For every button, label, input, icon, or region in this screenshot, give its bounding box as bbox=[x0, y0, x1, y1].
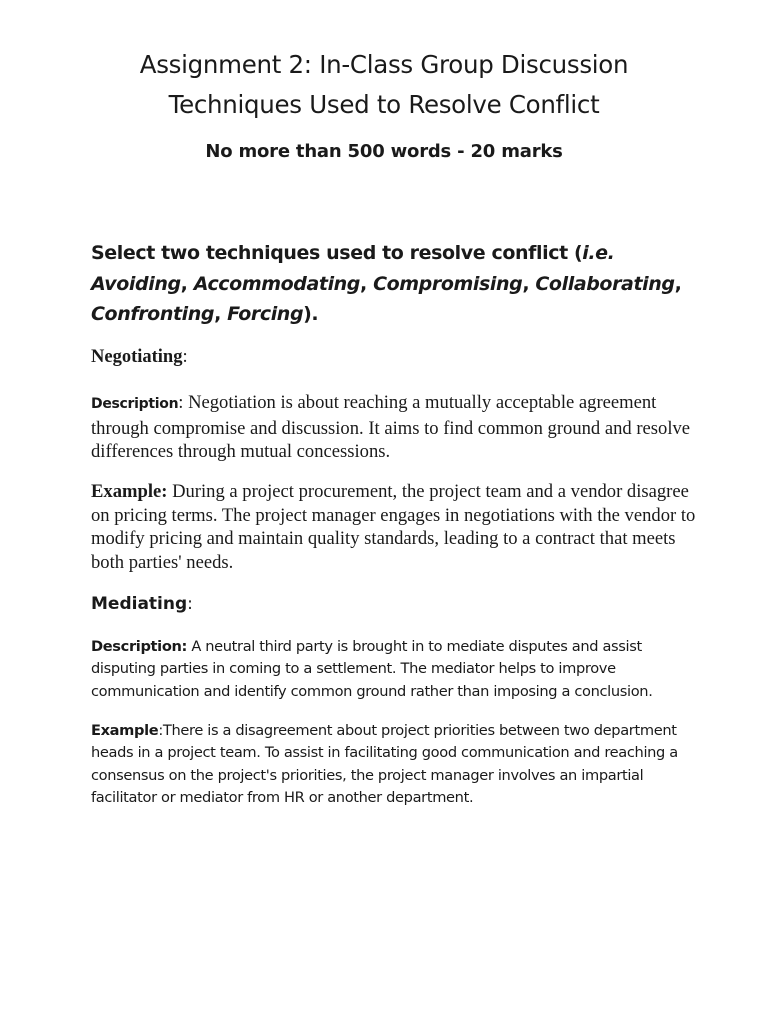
page-subtitle: No more than 500 words - 20 marks bbox=[205, 141, 563, 162]
heading-colon: : bbox=[182, 347, 188, 367]
task-suffix: ). bbox=[303, 303, 319, 325]
description-text: A neutral third party is brought in to mediate disputes and assist disputing parties in coming to a settlement. The mediator helps to improve communication and identify common ground rather than imposing a conclusion. bbox=[91, 638, 653, 700]
technique-accommodating: Accommodating bbox=[193, 272, 361, 295]
description-text: : Negotiation is about reaching a mutually acceptable agreement through compromise and discussion. It aims to find common ground and resolve differences through mutual concessions. bbox=[91, 392, 691, 463]
example-text: :There is a disagreement about project priorities between two department heads in a project team. To assist in facilitating good communication and reaching a consensus on the project's priorities, the project manager involves an impartial facilitator or mediator from HR or another department. bbox=[91, 722, 678, 807]
example-label: Example: bbox=[91, 481, 168, 502]
task-separator: , bbox=[674, 272, 682, 295]
task-ie: i.e. Avoiding bbox=[91, 242, 615, 295]
page-title-line1: Assignment 2: In-Class Group Discussion bbox=[139, 50, 629, 79]
technique-collaborating: Collaborating bbox=[535, 272, 675, 295]
negotiating-heading-text: Negotiating bbox=[91, 347, 183, 367]
technique-forcing: Forcing bbox=[227, 303, 304, 325]
task-separator: , bbox=[214, 303, 228, 325]
section-heading-mediating bbox=[91, 594, 193, 614]
example-text: During a project procurement, the project team and a vendor disagree on pricing terms. The project manager engages in negotiations with the vendor to modify pricing and maintain quality standards, leading to a contract that meets both parties' needs. bbox=[91, 481, 696, 573]
description-label: Description: bbox=[91, 638, 188, 655]
section-heading-negotiating bbox=[91, 347, 188, 368]
mediating-example bbox=[91, 720, 691, 810]
heading-colon: : bbox=[187, 594, 193, 614]
task-instruction bbox=[91, 238, 691, 330]
mediating-heading-text: Mediating bbox=[91, 594, 188, 614]
task-separator: , bbox=[360, 272, 374, 295]
technique-confronting: Confronting bbox=[91, 303, 215, 325]
task-separator: , bbox=[522, 272, 536, 295]
negotiating-example bbox=[91, 480, 701, 574]
task-prefix: Select two techniques used to resolve conflict ( bbox=[91, 242, 583, 264]
page-title-line2: Techniques Used to Resolve Conflict bbox=[168, 90, 600, 119]
technique-compromising: Compromising bbox=[373, 272, 523, 295]
example-label: Example bbox=[91, 722, 159, 739]
negotiating-description bbox=[91, 391, 701, 464]
mediating-description bbox=[91, 636, 691, 703]
task-separator: , bbox=[180, 272, 194, 295]
description-label: Description bbox=[91, 396, 179, 412]
